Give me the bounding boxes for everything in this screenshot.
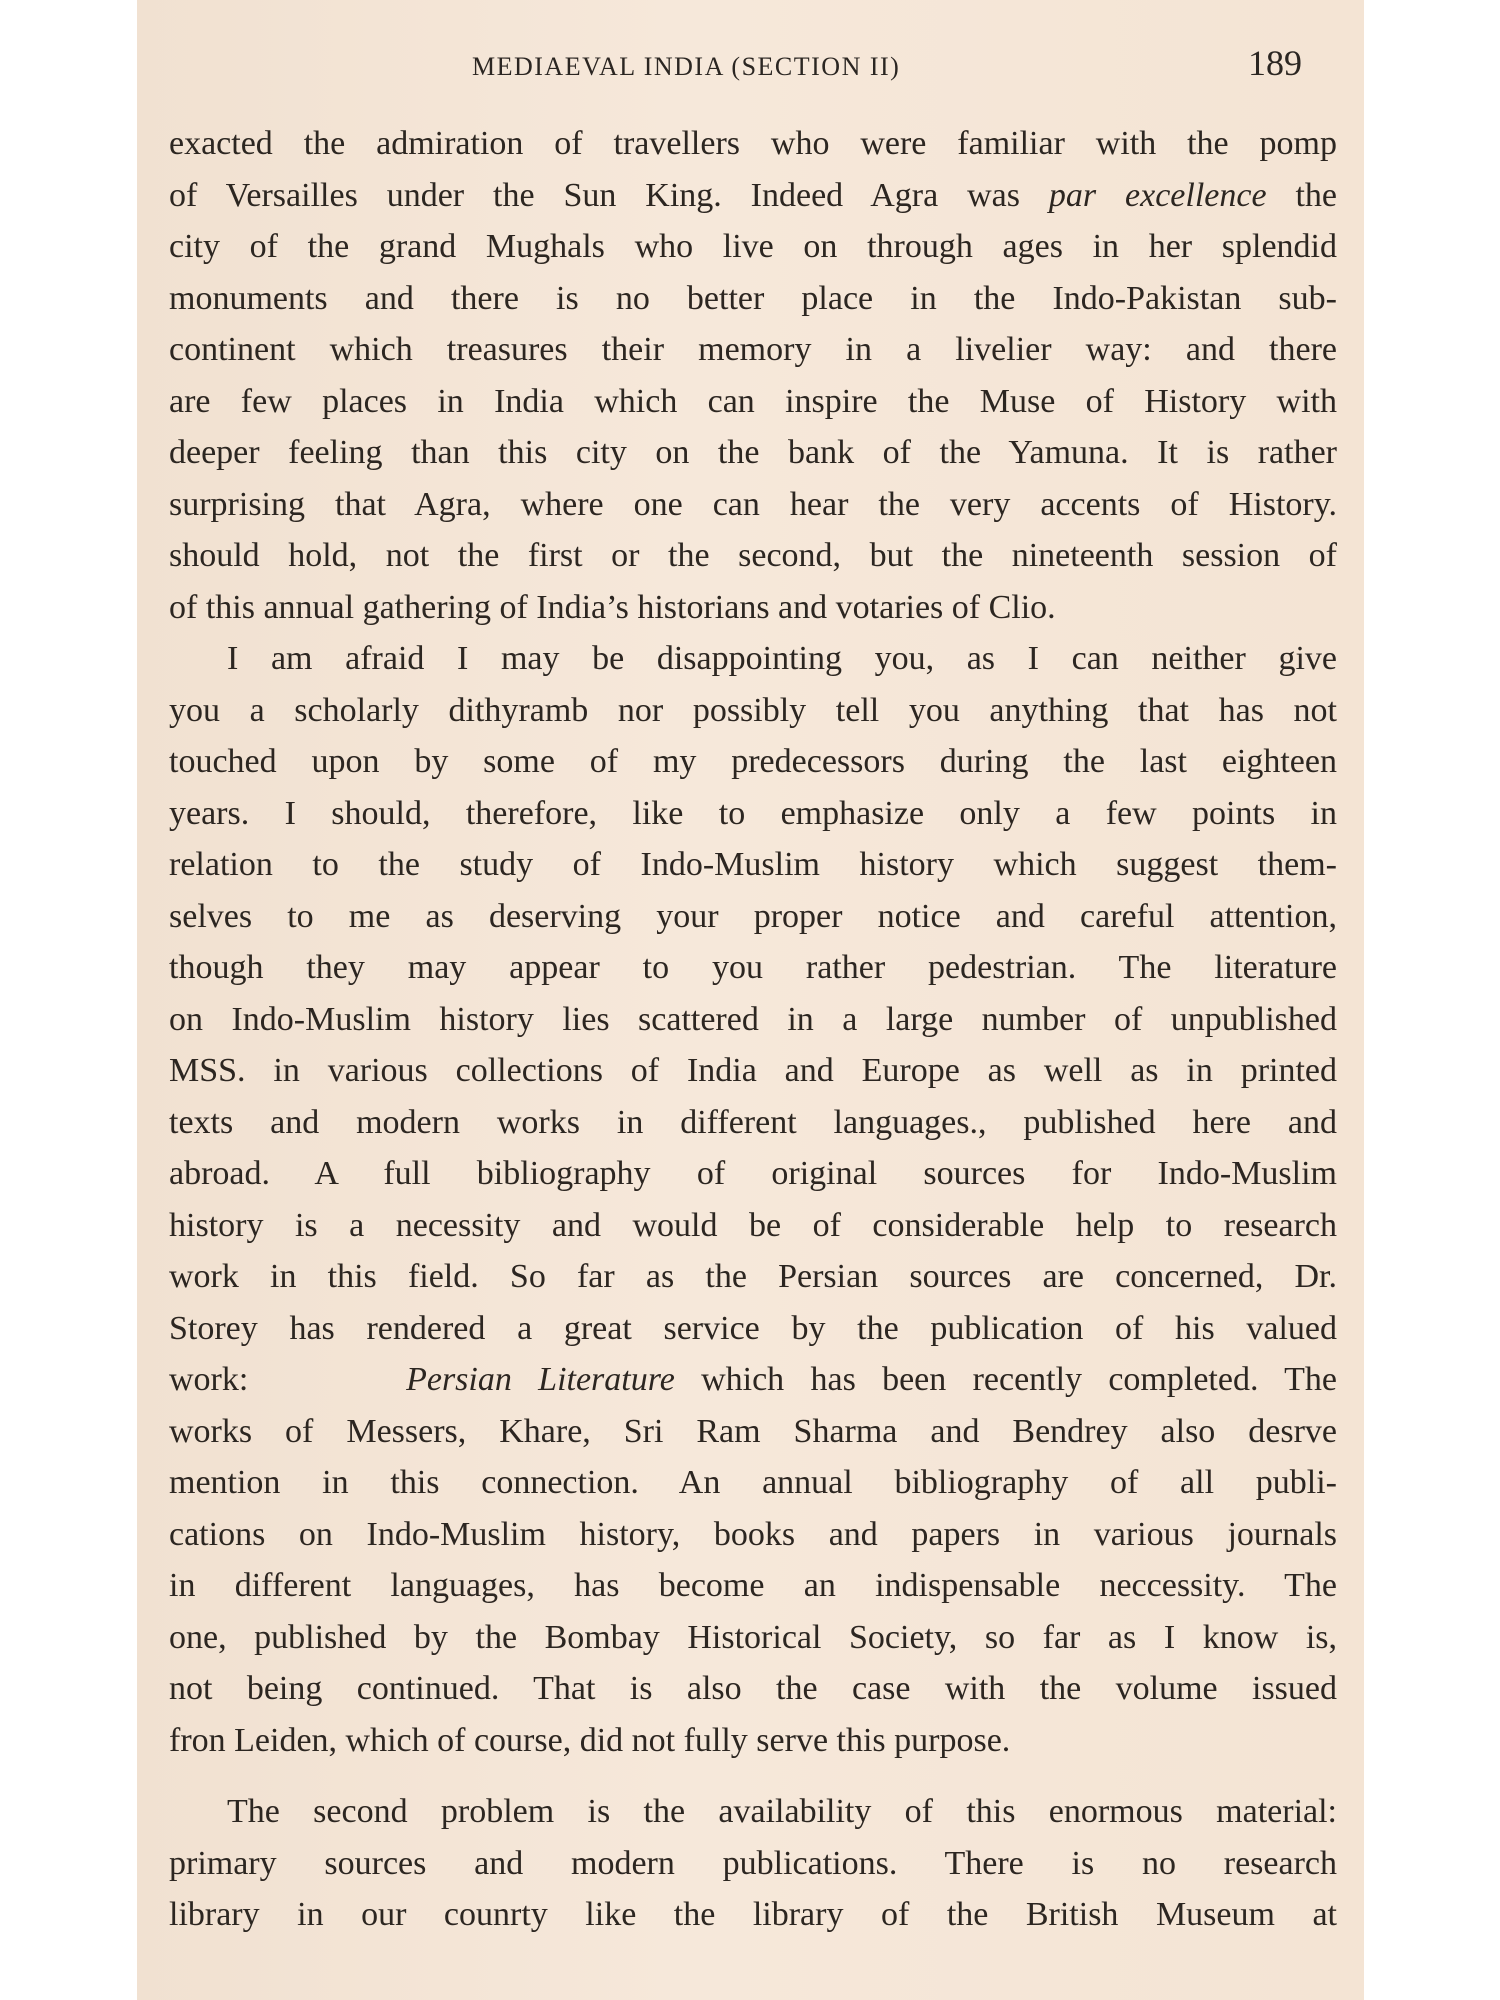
text-line: monuments and there is no better place in the Indo-Pakistan sub-	[169, 279, 1337, 317]
italic-book-title: Persian Literature	[406, 1361, 675, 1398]
text-line: are few places in India which can inspire the Muse of History with	[169, 382, 1337, 420]
text-line: deeper feeling than this city on the bank of the Yamuna. It is rather	[169, 434, 1337, 471]
paragraph-last-line: fron Leiden, which of course, did not fully serve this purpose.	[169, 1721, 1011, 1759]
text-line: cations on Indo-Muslim history, books and papers in various journals	[169, 1515, 1337, 1553]
running-head-title: MEDIAEVAL INDIA (SECTION II)	[472, 52, 901, 81]
text-line: touched upon by some of my predecessors during the last eighteen	[169, 743, 1337, 780]
text-line-segment: which has been recently completed. The	[674, 1361, 1337, 1398]
text-line: selves to me as deserving your proper notice and careful attention,	[169, 897, 1337, 935]
running-head	[137, 38, 1364, 98]
text-line: one, published by the Bombay Historical Society, so far as I know is,	[169, 1618, 1337, 1656]
paragraph-last-line: of this annual gathering of India’s historians and votaries of Clio.	[169, 588, 1056, 626]
text-line-segment: the	[1266, 176, 1337, 214]
text-line: city of the grand Mughals who live on through ages in her splendid	[169, 228, 1337, 265]
text-line: work in this field. So far as the Persian sources are concerned, Dr.	[169, 1258, 1337, 1295]
text-line: abroad. A full bibliography of original sources for Indo-Muslim	[169, 1155, 1337, 1192]
text-line-segment: work:	[169, 1361, 407, 1398]
text-line: history is a necessity and would be of considerable help to research	[169, 1206, 1337, 1244]
italic-phrase: par excellence	[1048, 176, 1267, 214]
text-line: primary sources and modern publications. There is no research	[169, 1844, 1337, 1882]
text-line: relation to the study of Indo-Muslim history which suggest them-	[169, 846, 1337, 883]
text-line: surprising that Agra, where one can hear the very accents of History.	[169, 485, 1337, 523]
text-line: you a scholarly dithyramb nor possibly tell you anything that has not	[169, 691, 1337, 729]
text-line	[169, 1354, 1337, 1406]
paragraph-first-line: I am afraid I may be disappointing you, as I can neither give	[227, 640, 1337, 677]
text-line: should hold, not the first or the second, but the nineteenth session of	[169, 537, 1337, 574]
paragraph-first-line: The second problem is the availability of this enormous material:	[227, 1793, 1337, 1830]
book-page	[137, 0, 1364, 2000]
text-line: Storey has rendered a great service by the publication of his valued	[169, 1309, 1337, 1347]
text-line: though they may appear to you rather pedestrian. The literature	[169, 949, 1337, 986]
text-line: texts and modern works in different languages., published here and	[169, 1103, 1337, 1141]
text-line: on Indo-Muslim history lies scattered in a large number of unpublished	[169, 1000, 1337, 1038]
text-line: exacted the admiration of travellers who were familiar with the pomp	[169, 125, 1337, 162]
text-line: continent which treasures their memory in a livelier way: and there	[169, 331, 1337, 368]
text-line: in different languages, has become an indispensable neccessity. The	[169, 1567, 1337, 1604]
text-line: not being continued. That is also the case with the volume issued	[169, 1670, 1337, 1707]
text-line: works of Messers, Khare, Sri Ram Sharma and Bendrey also desrve	[169, 1412, 1337, 1450]
text-line-segment: of Versailles under the Sun King. Indeed Agra was	[169, 176, 1049, 214]
page-number: 189	[1248, 43, 1302, 83]
text-line: MSS. in various collections of India and Europe as well as in printed	[169, 1052, 1337, 1089]
text-line	[169, 170, 1337, 222]
text-line: mention in this connection. An annual bibliography of all publi-	[169, 1464, 1337, 1501]
text-line: library in our counrty like the library of the British Museum at	[169, 1896, 1337, 1933]
body-text	[169, 118, 1337, 1941]
text-line: years. I should, therefore, like to emphasize only a few points in	[169, 794, 1337, 832]
